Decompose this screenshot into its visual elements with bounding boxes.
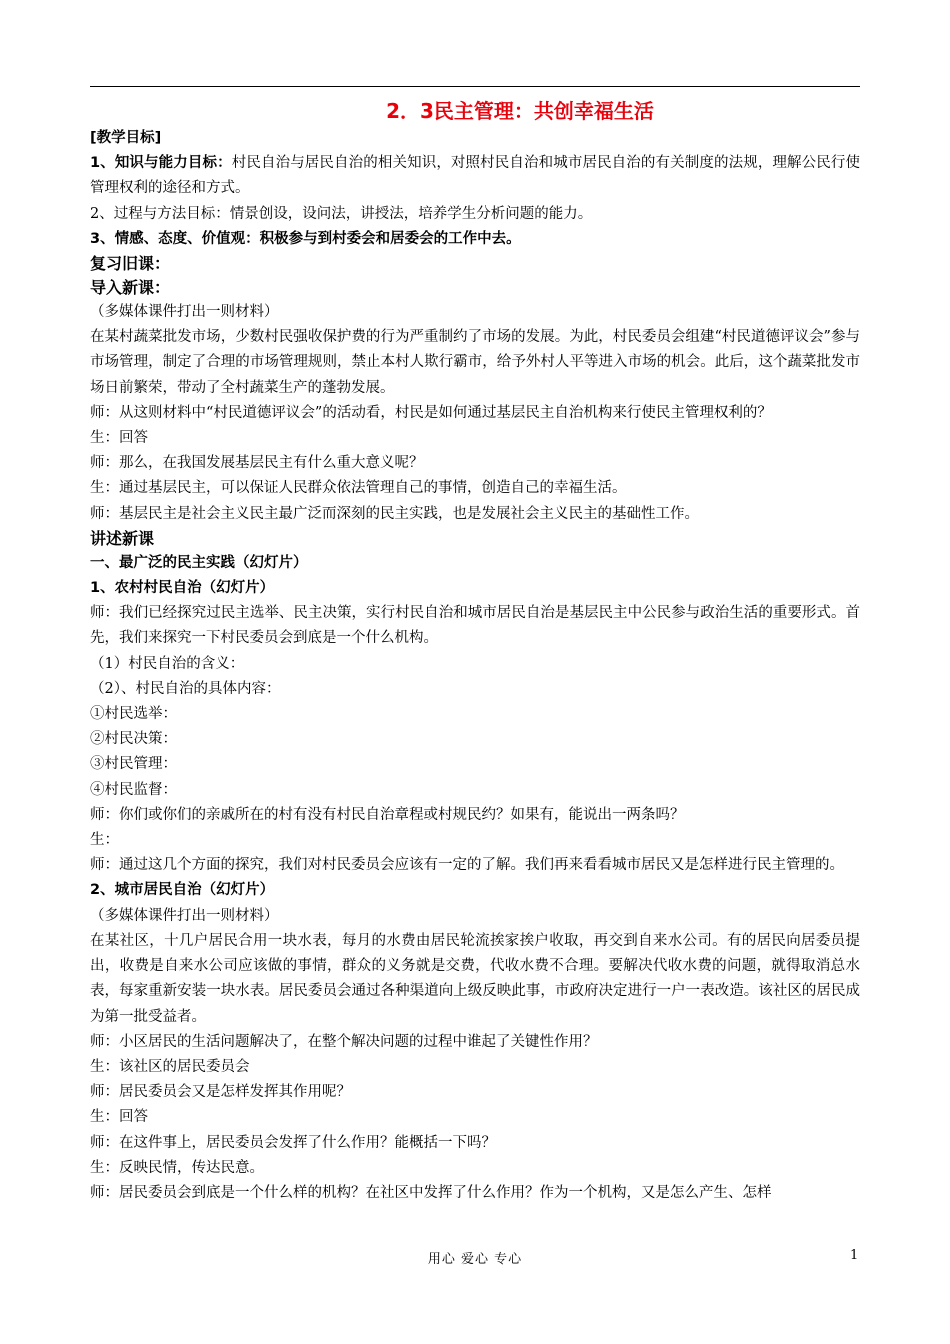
page-number: 1 [850, 1248, 859, 1263]
paragraph: 师：在这件事上，居民委员会发挥了什么作用？能概括一下吗？ [90, 1134, 496, 1151]
paragraph: 讲述新课 [90, 528, 155, 548]
paragraph: （多媒体课件打出一则材料） [90, 907, 279, 924]
paragraph: 生：反映民情，传达民意。 [90, 1159, 264, 1176]
header-rule [90, 86, 860, 87]
paragraph: 生：回答 [90, 1109, 148, 1126]
paragraph: 师：从这则材料中“村民道德评议会”的活动看，村民是如何通过基层民主自治机构来行使民主管理权利的？ [90, 404, 772, 421]
paragraph: 复习旧课： [90, 254, 171, 274]
paragraph: 3、情感、态度、价值观：积极参与到村委会和居委会的工作中去。 [90, 230, 521, 247]
paragraph: 2、过程与方法目标：情景创设，设问法，讲授法，培养学生分析问题的能力。 [90, 205, 593, 222]
paragraph: 师：你们或你们的亲戚所在的村有没有村民自治章程或村规民约？如果有，能说出一两条吗？ [90, 806, 685, 823]
paragraph: 1、农村村民自治（幻灯片） [90, 580, 275, 597]
paragraph-list [90, 126, 860, 1206]
paragraph [90, 151, 860, 201]
paragraph: 生： [90, 832, 119, 849]
paragraph: （多媒体课件打出一则材料） [90, 304, 279, 321]
footer-motto: 用心 爱心 专心 [427, 1252, 523, 1267]
paragraph: 2、城市居民自治（幻灯片） [90, 882, 275, 899]
document-body [90, 96, 860, 1206]
paragraph: 师：我们已经探究过民主选举、民主决策，实行村民自治和城市居民自治是基层民主中公民参与政治生活的重要形式。首先，我们来探究一下村民委员会到底是一个什么机构。 [90, 605, 860, 647]
document-title: 2．3民主管理：共创幸福生活 [386, 99, 654, 123]
paragraph: 一、最广泛的民主实践（幻灯片） [90, 554, 308, 571]
paragraph: ③村民管理： [90, 756, 177, 773]
paragraph-lead: 1、知识与能力目标： [90, 155, 232, 172]
paragraph: 生：回答 [90, 430, 148, 447]
paragraph: 师：居民委员会又是怎样发挥其作用呢？ [90, 1084, 351, 1101]
paragraph: 师：通过这几个方面的探究，我们对村民委员会应该有一定的了解。我们再来看看城市居民又是怎样进行民主管理的。 [90, 857, 844, 874]
paragraph: 师：居民委员会到底是一个什么样的机构？在社区中发挥了什么作用？作为一个机构，又是怎么产生、怎样 [90, 1184, 772, 1201]
paragraph: （1）村民自治的含义： [90, 655, 245, 672]
paragraph: 生：该社区的居民委员会 [90, 1058, 250, 1075]
paragraph: ④村民监督： [90, 781, 177, 798]
paragraph: 师：那么，在我国发展基层民主有什么重大意义呢？ [90, 455, 424, 472]
paragraph: ②村民决策： [90, 731, 177, 748]
paragraph: ①村民选举： [90, 706, 177, 723]
paragraph: 导入新课： [90, 278, 171, 298]
paragraph: 在某社区，十几户居民合用一块水表，每月的水费由居民轮流挨家挨户收取，再交到自来水公司。有的居民向居委员提出，收费是自来水公司应该做的事情，群众的义务就是交费，代收水费不合理。要解决代收水费的问题，就得取消总水表，每家重新安装一块水表。居民委员会通过各种渠道向上级反映此事，市政府决定进行一户一表改造。该社区的居民成为第一批受益者。 [90, 932, 860, 1025]
paragraph: 生：通过基层民主，可以保证人民群众依法管理自己的事情，创造自己的幸福生活。 [90, 480, 627, 497]
paragraph: 在某村蔬菜批发市场，少数村民强收保护费的行为严重制约了市场的发展。为此，村民委员会组建“村民道德评议会”参与市场管理，制定了合理的市场管理规则，禁止本村人欺行霸市，给予外村人平等进入市场的机会。此后，这个蔬菜批发市场日前繁荣，带动了全村蔬菜生产的蓬勃发展。 [90, 329, 860, 396]
paragraph-text: 村民自治与居民自治的相关知识，对照村民自治和城市居民自治的有关制度的法规，理解公民行使管理权利的途径和方式。 [90, 155, 861, 197]
paragraph: （2）、村民自治的具体内容： [90, 680, 281, 697]
paragraph: 师：基层民主是社会主义民主最广泛而深刻的民主实践，也是发展社会主义民主的基础性工作。 [90, 505, 699, 522]
paragraph: 师：小区居民的生活问题解决了，在整个解决问题的过程中谁起了关键性作用？ [90, 1033, 598, 1050]
paragraph: [教学目标] [90, 130, 162, 146]
